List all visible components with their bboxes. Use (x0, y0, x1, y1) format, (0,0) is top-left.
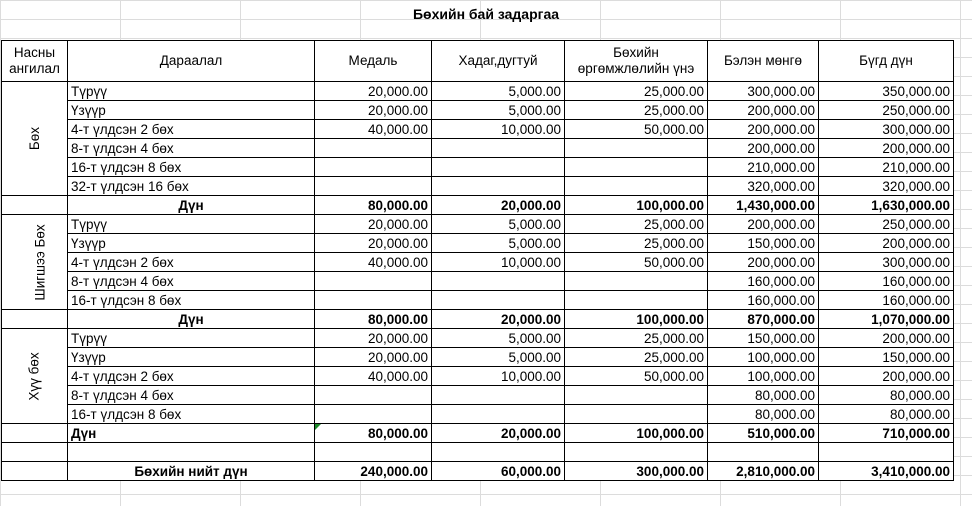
group-name: Хүү бөх (27, 351, 42, 401)
table-row (2, 348, 954, 367)
table-row (2, 234, 954, 253)
medal-cell[interactable]: 20,000.00 (315, 82, 432, 101)
medal-cell[interactable] (315, 386, 432, 405)
subtotal-total[interactable]: 710,000.00 (819, 424, 954, 443)
rank-cell[interactable]: 16-т үлдсэн 8 бөх (68, 158, 315, 177)
subtotal-honor[interactable]: 100,000.00 (565, 424, 708, 443)
khadag-cell[interactable]: 5,000.00 (432, 329, 565, 348)
blank-cell[interactable] (2, 462, 68, 481)
subtotal-label[interactable]: Дүн (68, 424, 315, 443)
khadag-cell[interactable]: 5,000.00 (432, 215, 565, 234)
empty-cell[interactable] (565, 443, 708, 462)
medal-cell[interactable] (315, 405, 432, 424)
total-cell[interactable]: 250,000.00 (819, 215, 954, 234)
total-cell[interactable]: 210,000.00 (819, 158, 954, 177)
empty-row (2, 443, 954, 462)
table-row (2, 272, 954, 291)
empty-cell[interactable] (315, 443, 432, 462)
khadag-cell[interactable]: 10,000.00 (432, 120, 565, 139)
honor-cell[interactable]: 50,000.00 (565, 253, 708, 272)
empty-cell[interactable] (2, 443, 68, 462)
subtotal-total[interactable]: 1,070,000.00 (819, 310, 954, 329)
empty-cell[interactable] (432, 443, 565, 462)
grand-cash[interactable]: 2,810,000.00 (708, 462, 819, 481)
total-cell[interactable]: 80,000.00 (819, 386, 954, 405)
medal-cell[interactable] (315, 158, 432, 177)
honor-cell[interactable] (565, 158, 708, 177)
total-cell[interactable]: 160,000.00 (819, 291, 954, 310)
header-honor[interactable]: Бөхийн өргөмжлөлийн үнэ (565, 41, 708, 82)
table-row (2, 405, 954, 424)
medal-cell[interactable]: 40,000.00 (315, 120, 432, 139)
rank-cell[interactable]: 32-т үлдсэн 16 бөх (68, 177, 315, 196)
total-cell[interactable]: 300,000.00 (819, 253, 954, 272)
khadag-cell[interactable]: 10,000.00 (432, 367, 565, 386)
total-cell[interactable]: 150,000.00 (819, 348, 954, 367)
total-cell[interactable]: 200,000.00 (819, 367, 954, 386)
table-row (2, 158, 954, 177)
cash-cell[interactable]: 210,000.00 (708, 158, 819, 177)
total-cell[interactable]: 320,000.00 (819, 177, 954, 196)
honor-cell[interactable]: 50,000.00 (565, 120, 708, 139)
medal-cell[interactable]: 20,000.00 (315, 101, 432, 120)
honor-cell[interactable]: 50,000.00 (565, 367, 708, 386)
rank-cell[interactable]: 8-т үлдсэн 4 бөх (68, 272, 315, 291)
blank-cell[interactable] (2, 310, 68, 329)
cash-cell[interactable]: 200,000.00 (708, 253, 819, 272)
khadag-cell[interactable]: 5,000.00 (432, 82, 565, 101)
cash-cell[interactable]: 100,000.00 (708, 348, 819, 367)
khadag-cell[interactable] (432, 177, 565, 196)
table-row (2, 120, 954, 139)
subtotal-row (2, 196, 954, 215)
rank-cell[interactable]: Түрүү (68, 82, 315, 101)
rank-cell[interactable]: Түрүү (68, 215, 315, 234)
group-name: Бөх (27, 126, 42, 151)
cash-cell[interactable]: 100,000.00 (708, 367, 819, 386)
honor-cell[interactable]: 25,000.00 (565, 82, 708, 101)
medal-cell[interactable] (315, 291, 432, 310)
empty-cell[interactable] (819, 443, 954, 462)
header-medal[interactable]: Медаль (315, 41, 432, 82)
medal-cell[interactable] (315, 177, 432, 196)
medal-cell[interactable] (315, 139, 432, 158)
header-khadag[interactable]: Хадаг,дугтуй (432, 41, 565, 82)
subtotal-khadag[interactable]: 20,000.00 (432, 424, 565, 443)
medal-cell[interactable]: 40,000.00 (315, 253, 432, 272)
table-row (2, 139, 954, 158)
table-row (2, 215, 954, 234)
subtotal-cash[interactable]: 870,000.00 (708, 310, 819, 329)
group-cell[interactable] (2, 215, 68, 310)
cash-cell[interactable]: 300,000.00 (708, 82, 819, 101)
honor-cell[interactable] (565, 272, 708, 291)
grand-khadag[interactable]: 60,000.00 (432, 462, 565, 481)
header-total[interactable]: Бүгд дүн (819, 41, 954, 82)
cash-cell[interactable]: 150,000.00 (708, 234, 819, 253)
empty-cell[interactable] (708, 443, 819, 462)
medal-cell[interactable]: 20,000.00 (315, 329, 432, 348)
group-cell[interactable] (2, 329, 68, 424)
prize-breakdown-table (1, 40, 954, 481)
total-cell[interactable]: 160,000.00 (819, 272, 954, 291)
table-row (2, 101, 954, 120)
cash-cell[interactable]: 200,000.00 (708, 101, 819, 120)
honor-cell[interactable] (565, 139, 708, 158)
honor-cell[interactable] (565, 405, 708, 424)
subtotal-khadag[interactable]: 20,000.00 (432, 310, 565, 329)
khadag-cell[interactable] (432, 158, 565, 177)
khadag-cell[interactable]: 5,000.00 (432, 348, 565, 367)
subtotal-medal[interactable]: 80,000.00 (315, 310, 432, 329)
table-row (2, 253, 954, 272)
cash-cell[interactable]: 320,000.00 (708, 177, 819, 196)
medal-cell[interactable]: 20,000.00 (315, 348, 432, 367)
grand-honor[interactable]: 300,000.00 (565, 462, 708, 481)
subtotal-khadag[interactable]: 20,000.00 (432, 196, 565, 215)
subtotal-row (2, 424, 954, 443)
rank-cell[interactable]: 8-т үлдсэн 4 бөх (68, 386, 315, 405)
table-row (2, 329, 954, 348)
cash-cell[interactable]: 80,000.00 (708, 386, 819, 405)
total-cell[interactable]: 350,000.00 (819, 82, 954, 101)
subtotal-row (2, 310, 954, 329)
khadag-cell[interactable]: 5,000.00 (432, 101, 565, 120)
rank-cell[interactable]: 16-т үлдсэн 8 бөх (68, 291, 315, 310)
rank-cell[interactable]: 4-т үлдсэн 2 бөх (68, 253, 315, 272)
table-row (2, 177, 954, 196)
medal-cell[interactable]: 20,000.00 (315, 215, 432, 234)
rank-cell[interactable]: Үзүүр (68, 234, 315, 253)
honor-cell[interactable]: 25,000.00 (565, 329, 708, 348)
medal-cell[interactable] (315, 272, 432, 291)
honor-cell[interactable]: 25,000.00 (565, 215, 708, 234)
honor-cell[interactable]: 25,000.00 (565, 234, 708, 253)
khadag-cell[interactable] (432, 291, 565, 310)
total-cell[interactable]: 200,000.00 (819, 139, 954, 158)
subtotal-label[interactable]: Дүн (68, 310, 315, 329)
total-cell[interactable]: 80,000.00 (819, 405, 954, 424)
table-row (2, 82, 954, 101)
khadag-cell[interactable] (432, 386, 565, 405)
rank-cell[interactable]: Түрүү (68, 329, 315, 348)
rank-cell[interactable]: 8-т үлдсэн 4 бөх (68, 139, 315, 158)
rank-cell[interactable]: 4-т үлдсэн 2 бөх (68, 120, 315, 139)
header-rank[interactable]: Дараалал (68, 41, 315, 82)
group-cell[interactable] (2, 82, 68, 196)
rank-cell[interactable]: 16-т үлдсэн 8 бөх (68, 405, 315, 424)
grand-total[interactable]: 3,410,000.00 (819, 462, 954, 481)
honor-cell[interactable] (565, 386, 708, 405)
total-cell[interactable]: 250,000.00 (819, 101, 954, 120)
medal-cell[interactable]: 40,000.00 (315, 367, 432, 386)
table-row (2, 386, 954, 405)
subtotal-honor[interactable]: 100,000.00 (565, 310, 708, 329)
header-row (2, 41, 954, 82)
subtotal-cash[interactable]: 510,000.00 (708, 424, 819, 443)
khadag-cell[interactable]: 10,000.00 (432, 253, 565, 272)
subtotal-total[interactable]: 1,630,000.00 (819, 196, 954, 215)
rank-cell[interactable]: 4-т үлдсэн 2 бөх (68, 367, 315, 386)
honor-cell[interactable] (565, 291, 708, 310)
subtotal-label[interactable]: Дүн (68, 196, 315, 215)
khadag-cell[interactable] (432, 405, 565, 424)
khadag-cell[interactable] (432, 139, 565, 158)
rank-cell[interactable]: Үзүүр (68, 348, 315, 367)
grand-medal[interactable]: 240,000.00 (315, 462, 432, 481)
header-cash[interactable]: Бэлэн мөнгө (708, 41, 819, 82)
cash-cell[interactable]: 80,000.00 (708, 405, 819, 424)
subtotal-medal[interactable]: 80,000.00 (315, 196, 432, 215)
grand-total-label[interactable]: Бөхийн нийт дүн (68, 462, 315, 481)
cash-cell[interactable]: 200,000.00 (708, 215, 819, 234)
rank-cell[interactable]: Үзүүр (68, 101, 315, 120)
cash-cell[interactable]: 200,000.00 (708, 139, 819, 158)
total-cell[interactable]: 200,000.00 (819, 329, 954, 348)
total-cell[interactable]: 300,000.00 (819, 120, 954, 139)
cash-cell[interactable]: 160,000.00 (708, 272, 819, 291)
cash-cell[interactable]: 150,000.00 (708, 329, 819, 348)
subtotal-honor[interactable]: 100,000.00 (565, 196, 708, 215)
header-age[interactable]: Насны ангилал (2, 41, 68, 82)
subtotal-cash[interactable]: 1,430,000.00 (708, 196, 819, 215)
honor-cell[interactable] (565, 177, 708, 196)
empty-cell[interactable] (68, 443, 315, 462)
blank-cell[interactable] (2, 424, 68, 443)
blank-cell[interactable] (2, 196, 68, 215)
group-name: Шигшээ Бөх (32, 223, 48, 301)
total-cell[interactable]: 200,000.00 (819, 234, 954, 253)
table-row (2, 367, 954, 386)
grand-total-row (2, 462, 954, 481)
honor-cell[interactable]: 25,000.00 (565, 101, 708, 120)
cash-cell[interactable]: 200,000.00 (708, 120, 819, 139)
khadag-cell[interactable] (432, 272, 565, 291)
subtotal-medal[interactable]: 80,000.00 (315, 424, 432, 443)
medal-cell[interactable]: 20,000.00 (315, 234, 432, 253)
table-row (2, 291, 954, 310)
honor-cell[interactable]: 25,000.00 (565, 348, 708, 367)
cash-cell[interactable]: 160,000.00 (708, 291, 819, 310)
sheet-title: Бөхийн бай задаргаа (412, 6, 560, 22)
khadag-cell[interactable]: 5,000.00 (432, 234, 565, 253)
